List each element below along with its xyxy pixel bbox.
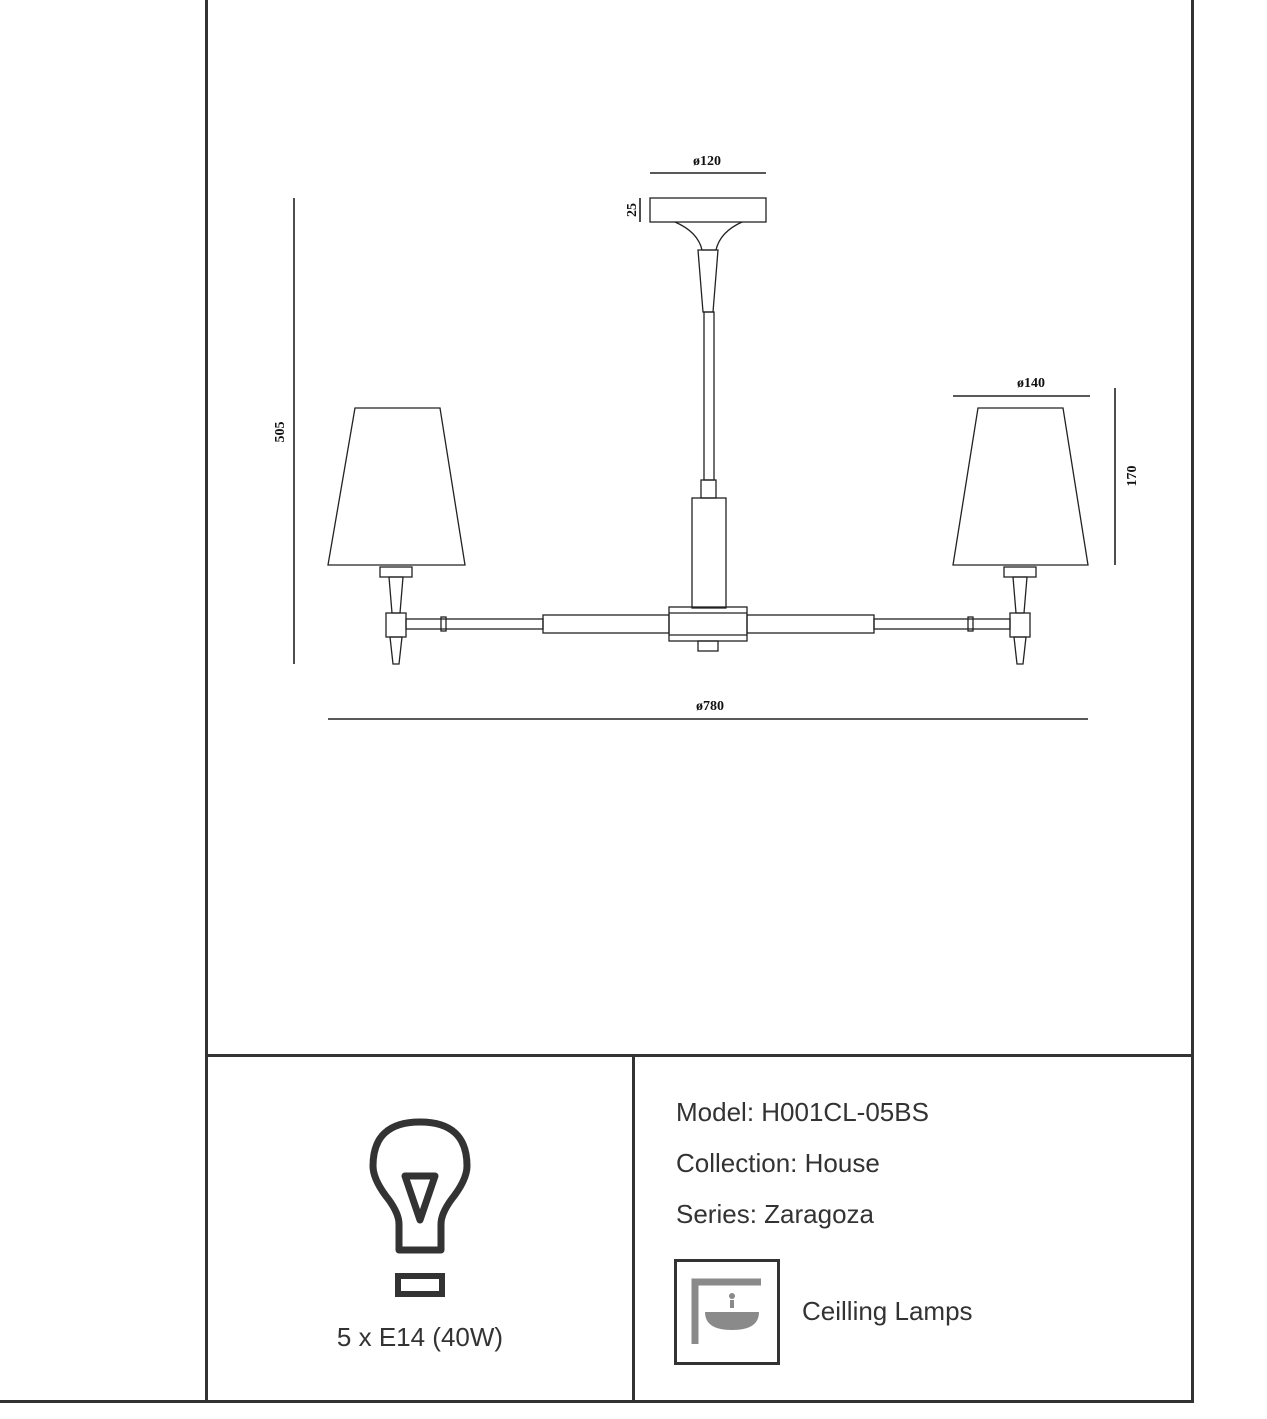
holder-left: [386, 613, 406, 637]
arm-sleeve-left: [543, 615, 669, 633]
dim-total-height: 505: [273, 421, 288, 443]
dim-canopy-diameter: ø120: [693, 154, 721, 169]
arm-sleeve-right: [747, 615, 874, 633]
category-label: Ceilling Lamps: [802, 1296, 973, 1326]
light-bulb-icon: [365, 1114, 475, 1300]
central-hub: [669, 607, 747, 641]
dim-canopy-height: 25: [625, 203, 640, 217]
arm-right: [874, 619, 1010, 629]
hub-finial: [698, 641, 718, 651]
stem-top: [698, 250, 718, 312]
central-column: [692, 498, 726, 608]
canopy-neck: [675, 222, 742, 250]
bulb-spec-label: 5 x E14 (40W): [336, 1322, 504, 1352]
frame-bottom-line: [0, 1400, 1194, 1403]
series-text: Series: Zaragoza: [676, 1199, 874, 1229]
ceiling-lamp-icon: [677, 1262, 777, 1362]
dim-shade-diameter: ø140: [1017, 376, 1045, 391]
shade-right: [953, 408, 1088, 565]
model-text: Model: H001CL-05BS: [676, 1097, 929, 1127]
dim-shade-height: 170: [1125, 465, 1140, 487]
category-icon-box: [674, 1259, 780, 1365]
canopy: [650, 198, 766, 222]
arm-left: [406, 619, 543, 629]
shade-left: [328, 408, 465, 565]
collection-text: Collection: House: [676, 1148, 880, 1178]
frame-divider-vertical: [632, 1054, 635, 1402]
stem-rod: [704, 312, 714, 480]
holder-right: [1010, 613, 1030, 637]
dim-total-diameter: ø780: [696, 699, 724, 714]
stem-collar: [701, 480, 716, 498]
